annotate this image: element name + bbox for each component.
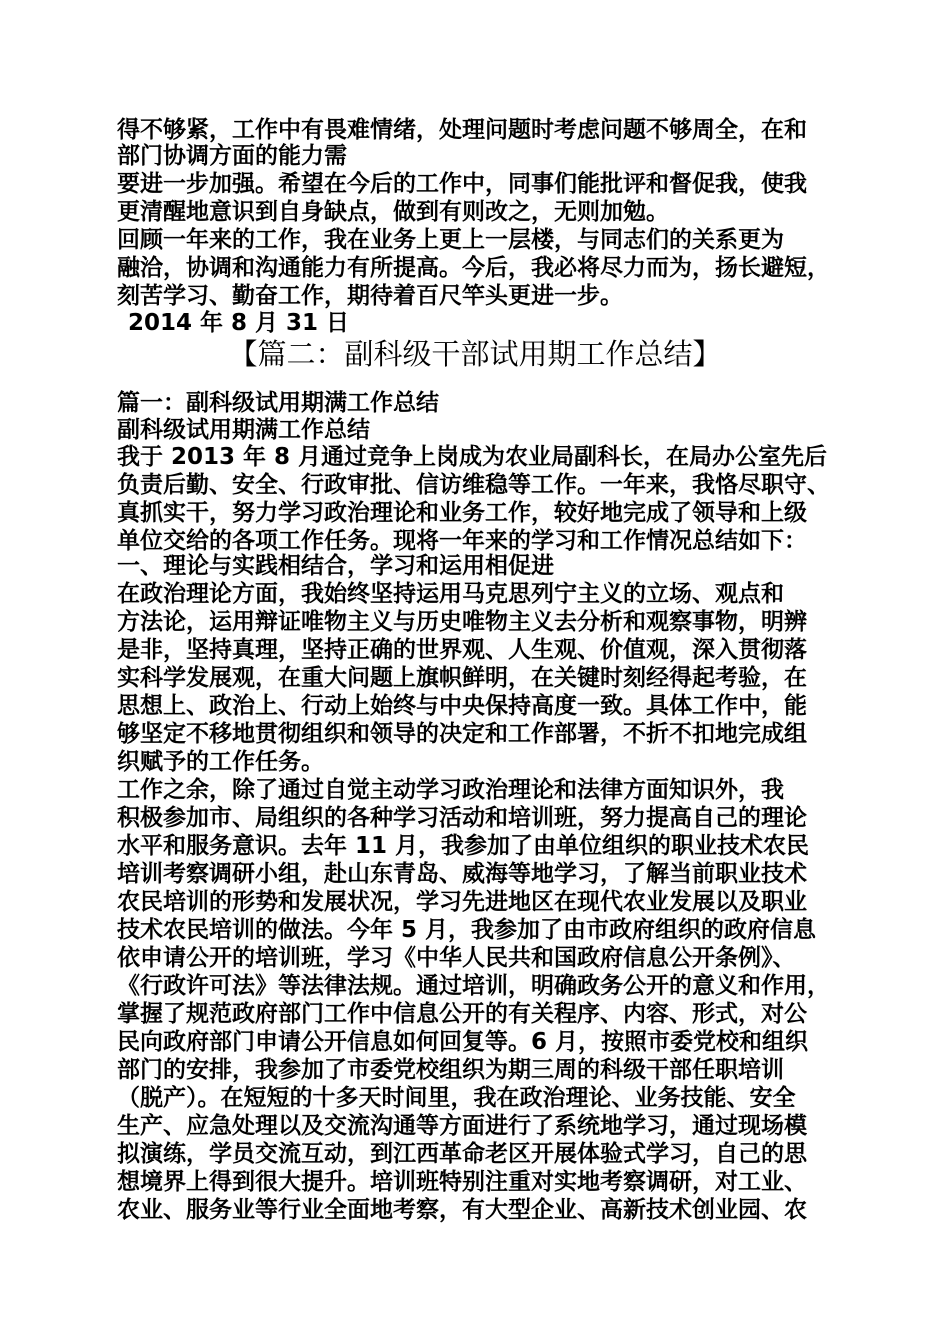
text-line: 更清醒地意识到自身缺点，做到有则改之，无则加勉。 (117, 199, 669, 225)
text-line: 拟演练，学员交流互动，到江西革命老区开展体验式学习，自己的思 (117, 1141, 807, 1167)
text-line: 真抓实干，努力学习政治理论和业务工作，较好地完成了领导和上级 (117, 500, 807, 526)
text-line: 思想上、政治上、行动上始终与中央保持高度一致。具体工作中，能 (117, 693, 807, 719)
text-line: 是非，坚持真理，坚持正确的世界观、人生观、价值观，深入贯彻落 (117, 637, 807, 663)
text-line: 农民培训的形势和发展状况，学习先进地区在现代农业发展以及职业 (117, 889, 807, 915)
text-line: 农业、服务业等行业全面地考察，有大型企业、高新技术创业园、农 (117, 1197, 807, 1223)
heading-line: 篇一：副科级试用期满工作总结 (117, 390, 439, 416)
text-line: 负责后勤、安全、行政审批、信访维稳等工作。一年来，我恪尽职守、 (117, 472, 830, 498)
text-line: 《行政许可法》等法律法规。通过培训，明确政务公开的意义和作用， (117, 973, 830, 999)
text-line: 积极参加市、局组织的各种学习活动和培训班，努力提高自己的理论 (117, 805, 807, 831)
text-line: 我于 2013 年 8 月通过竞争上岗成为农业局副科长，在局办公室先后 (117, 444, 828, 470)
text-line: 实科学发展观，在重大问题上旗帜鲜明，在关键时刻经得起考验，在 (117, 665, 807, 691)
text-line: 民向政府部门申请公开信息如何回复等。6 月，按照市委党校和组织 (117, 1029, 809, 1055)
text-line: 部门协调方面的能力需 (117, 143, 347, 169)
date-line: 2014 年 8 月 31 日 (128, 310, 350, 336)
text-line: 回顾一年来的工作，我在业务上更上一层楼，与同志们的关系更为 (117, 227, 784, 253)
text-line: 想境界上得到很大提升。培训班特别注重对实地考察调研，对工业、 (117, 1169, 807, 1195)
text-line: 要进一步加强。希望在今后的工作中，同事们能批评和督促我，使我 (117, 171, 807, 197)
text-line: 工作之余，除了通过自觉主动学习政治理论和法律方面知识外，我 (117, 777, 784, 803)
text-line: 刻苦学习、勤奋工作，期待着百尺竿头更进一步。 (117, 283, 623, 309)
text-line: 在政治理论方面，我始终坚持运用马克思列宁主义的立场、观点和 (117, 581, 784, 607)
text-line: 依申请公开的培训班，学习《中华人民共和国政府信息公开条例》、 (117, 945, 796, 971)
text-line: 得不够紧，工作中有畏难情绪，处理问题时考虑问题不够周全，在和 (117, 117, 807, 143)
text-line: （脱产）。在短短的十多天时间里，我在政治理论、业务技能、安全 (117, 1085, 796, 1111)
text-line: 技术农民培训的做法。今年 5 月，我参加了由市政府组织的政府信息 (117, 917, 817, 943)
subheading-line: 一、理论与实践相结合，学习和运用相促进 (117, 553, 554, 579)
text-line: 够坚定不移地贯彻组织和领导的决定和工作部署，不折不扣地完成组 (117, 721, 807, 747)
heading-line: 副科级试用期满工作总结 (117, 417, 370, 443)
text-line: 部门的安排，我参加了市委党校组织为期三周的科级干部任职培训 (117, 1057, 784, 1083)
text-line: 掌握了规范政府部门工作中信息公开的有关程序、内容、形式，对公 (117, 1001, 807, 1027)
text-line: 单位交给的各项工作任务。现将一年来的学习和工作情况总结如下： (117, 528, 807, 554)
text-line: 织赋予的工作任务。 (117, 749, 324, 775)
text-line: 水平和服务意识。去年 11 月，我参加了由单位组织的职业技术农民 (117, 833, 810, 859)
text-line: 方法论，运用辩证唯物主义与历史唯物主义去分析和观察事物，明辨 (117, 609, 807, 635)
section-title: 【篇二：副科级干部试用期工作总结】 (228, 337, 722, 371)
text-line: 培训考察调研小组，赴山东青岛、威海等地学习，了解当前职业技术 (117, 861, 807, 887)
text-line: 生产、应急处理以及交流沟通等方面进行了系统地学习，通过现场模 (117, 1113, 807, 1139)
text-line: 融洽，协调和沟通能力有所提高。今后，我必将尽力而为，扬长避短， (117, 255, 830, 281)
